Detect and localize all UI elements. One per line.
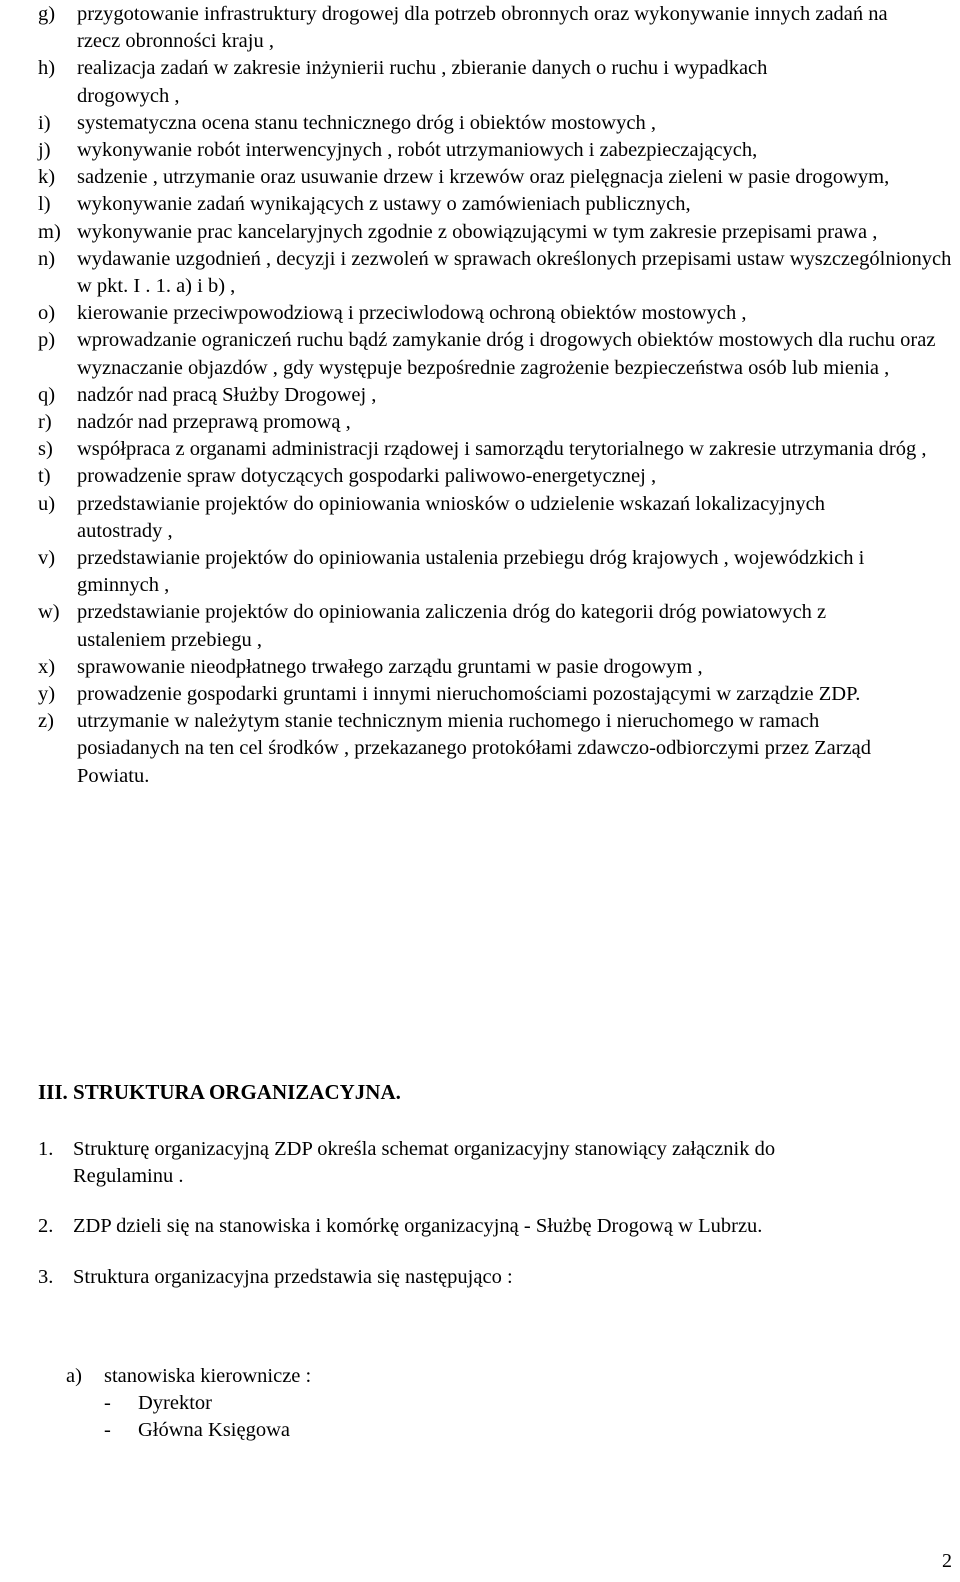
list-item-text: prowadzenie spraw dotyczących gospodarki paliwowo-energetycznej ,: [77, 465, 657, 488]
dash-item-text: Główna Księgowa: [138, 1419, 291, 1442]
list-item: [38, 681, 878, 708]
list-item: [38, 55, 798, 109]
list-item-text: nadzór nad pracą Służby Drogowej ,: [77, 383, 377, 406]
list-item-text: przedstawianie projektów do opiniowania zaliczenia dróg do kategorii dróg powiatowych z ustaleniem przebiegu ,: [77, 601, 827, 651]
list-marker: l): [38, 193, 51, 216]
list-marker: g): [38, 3, 56, 25]
list-item: [38, 1, 908, 55]
list-item-text: wydawanie uzgodnień , decyzji i zezwoleń w sprawach określonych przepisami ustaw wyszczególnionych w pkt. I . 1. a) i b) ,: [77, 247, 952, 298]
list-marker: w): [38, 601, 60, 624]
list-item-text: wprowadzanie ograniczeń ruchu bądź zamykanie dróg i drogowych obiektów mostowych dla ruchu oraz wyznaczanie objazdów , gdy występuje bezpośrednie zagrożenie bezpieczeństwa osób lub mienia ,: [77, 329, 936, 379]
list-item-text: współpraca z organami administracji rządowej i samorządu terytorialnego w zakresie utrzymania dróg ,: [77, 438, 927, 461]
number-marker: 3.: [38, 1265, 54, 1288]
list-item: [38, 300, 958, 327]
numbered-item-text: ZDP dzieli się na stanowiska i komórkę organizacyjną - Służbę Drogową w Lubrzu.: [73, 1215, 763, 1238]
numbered-item-text: Strukturę organizacyjną ZDP określa schemat organizacyjny stanowiący załącznik do Regulaminu .: [73, 1138, 776, 1188]
list-marker: k): [38, 166, 56, 189]
list-item: [38, 382, 958, 409]
list-item: [38, 327, 958, 381]
list-marker: x): [38, 655, 56, 678]
list-item: [38, 436, 958, 463]
sub-list-marker: a): [66, 1365, 82, 1387]
list-marker: p): [38, 329, 56, 352]
list-item-text: sprawowanie nieodpłatnego trwałego zarządu gruntami w pasie drogowym ,: [77, 655, 703, 678]
list-marker: r): [38, 411, 52, 434]
list-item: [38, 191, 958, 218]
numbered-list: [38, 1136, 958, 1314]
list-marker: j): [38, 139, 51, 162]
sub-list: [66, 1363, 946, 1445]
list-item: [38, 654, 958, 681]
numbered-item: [38, 1264, 958, 1291]
sub-list-item: [66, 1363, 946, 1390]
task-list: [38, 1, 958, 790]
numbered-item: [38, 1136, 848, 1190]
list-item: [38, 545, 898, 599]
sub-list-text: stanowiska kierownicze :: [104, 1365, 312, 1387]
list-item: [38, 409, 958, 436]
list-marker: o): [38, 302, 56, 325]
list-item: [38, 491, 838, 545]
list-item: [38, 708, 918, 790]
list-item: [38, 463, 958, 490]
list-item-text: przygotowanie infrastruktury drogowej dla potrzeb obronnych oraz wykonywanie innych zadań na rzecz obronności kraju ,: [77, 3, 888, 53]
list-item: [38, 219, 958, 246]
dash-item: [66, 1417, 946, 1444]
dash-marker: -: [104, 1419, 111, 1442]
list-item: [38, 164, 958, 191]
list-item: [38, 110, 958, 137]
list-marker: v): [38, 547, 56, 570]
list-marker: h): [38, 57, 56, 80]
list-item-text: przedstawianie projektów do opiniowania ustalenia przebiegu dróg krajowych , wojewódzkich i gminnych ,: [77, 547, 865, 597]
list-item: [38, 599, 838, 653]
dash-item-text: Dyrektor: [138, 1392, 213, 1415]
list-item-text: przedstawianie projektów do opiniowania wniosków o udzielenie wskazań lokalizacyjnych autostrady ,: [77, 492, 826, 542]
list-item-text: wykonywanie robót interwencyjnych , robót utrzymaniowych i zabezpieczających,: [77, 139, 758, 162]
list-marker: z): [38, 710, 54, 733]
numbered-item-text: Struktura organizacyjna przedstawia się następująco :: [73, 1265, 513, 1288]
list-item-text: kierowanie przeciwpowodziową i przeciwlodową ochroną obiektów mostowych ,: [77, 302, 747, 325]
list-marker: u): [38, 492, 56, 515]
dash-item: [66, 1390, 946, 1417]
list-item: [38, 137, 958, 164]
list-item-text: utrzymanie w należytym stanie technicznym mienia ruchomego i nieruchomego w ramach posiadanych na ten cel środków , przekazanego protokółami zdawczo-odbiorczymi przez Zarząd Powiatu.: [77, 710, 872, 787]
list-marker: m): [38, 220, 61, 243]
list-item-text: systematyczna ocena stanu technicznego dróg i obiektów mostowych ,: [77, 111, 656, 134]
list-marker: y): [38, 683, 56, 706]
number-marker: 2.: [38, 1215, 54, 1238]
list-item-text: wykonywanie prac kancelaryjnych zgodnie z obowiązującymi w tym zakresie przepisami prawa ,: [77, 220, 878, 243]
list-item-text: wykonywanie zadań wynikających z ustawy o zamówieniach publicznych,: [77, 193, 691, 216]
section-heading: III. STRUKTURA ORGANIZACYJNA.: [38, 1080, 401, 1104]
list-item-text: realizacja zadań w zakresie inżynierii ruchu , zbieranie danych o ruchu i wypadkach drogowych ,: [77, 57, 768, 107]
list-item-text: sadzenie , utrzymanie oraz usuwanie drzew i krzewów oraz pielęgnacja zieleni w pasie drogowym,: [77, 166, 890, 189]
list-item-text: nadzór nad przeprawą promową ,: [77, 411, 351, 434]
list-item-text: prowadzenie gospodarki gruntami i innymi nieruchomościami pozostającymi w zarządzie ZDP.: [77, 683, 861, 706]
number-marker: 1.: [38, 1138, 54, 1160]
list-marker: n): [38, 247, 56, 270]
page-number: 2: [942, 1550, 952, 1572]
list-marker: t): [38, 465, 51, 488]
list-marker: q): [38, 383, 56, 406]
dash-marker: -: [104, 1392, 111, 1415]
list-item: [38, 246, 958, 300]
numbered-item: [38, 1213, 858, 1240]
list-marker: s): [38, 438, 53, 461]
list-marker: i): [38, 111, 51, 134]
